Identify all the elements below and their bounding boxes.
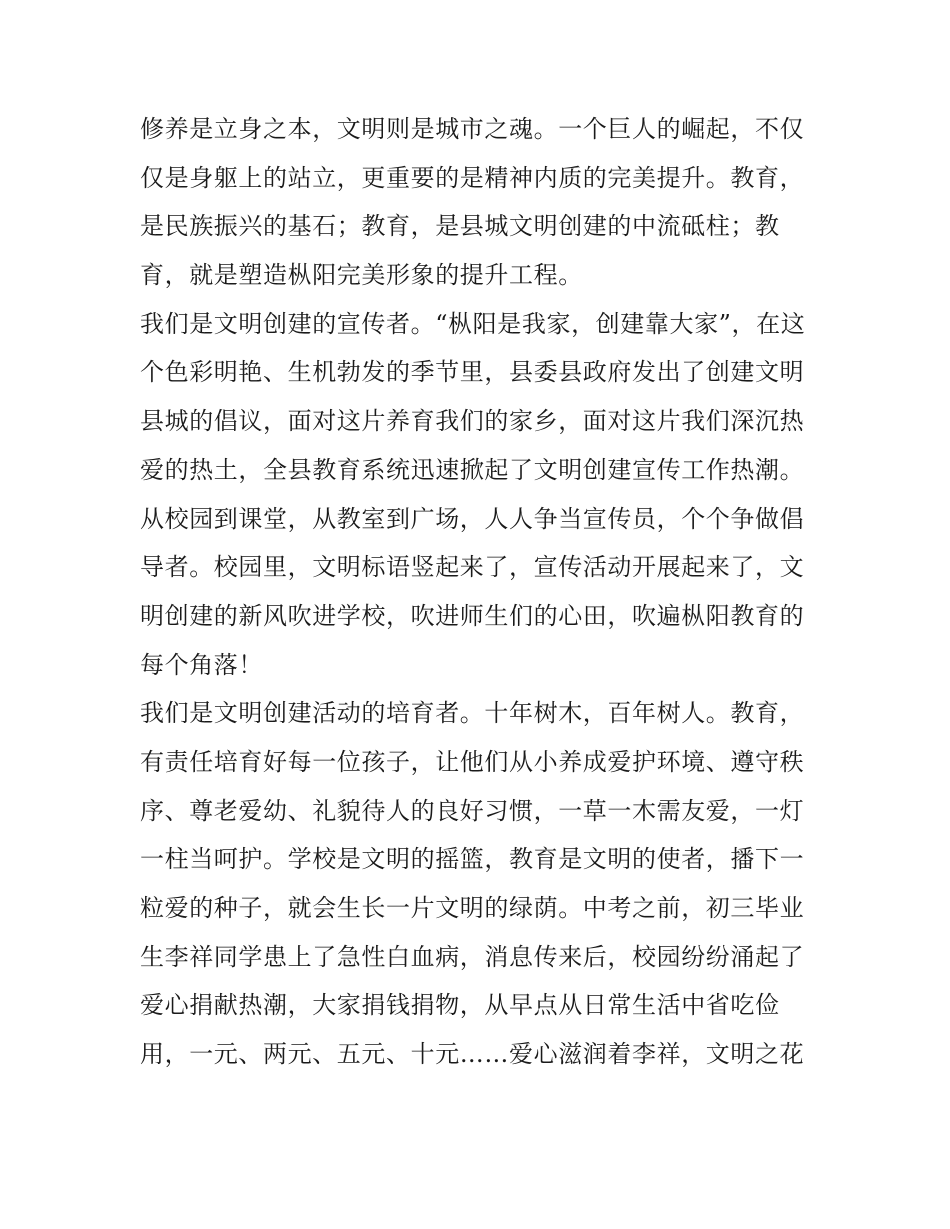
text-line: 从校园到课堂，从教室到广场，人人争当宣传员，个个争做倡 bbox=[140, 504, 805, 533]
text-line: 序、尊老爱幼、礼貌待人的良好习惯，一草一木需友爱，一灯 bbox=[140, 796, 805, 825]
text-line: 爱的热土，全县教育系统迅速掀起了文明创建宣传工作热潮。 bbox=[140, 455, 805, 484]
text-line: 明创建的新风吹进学校，吹进师生们的心田，吹遍枞阳教育的 bbox=[140, 601, 805, 630]
text-line: 我们是文明创建的宣传者。“枞阳是我家，创建靠大家”，在这 bbox=[140, 309, 806, 338]
text-line: 仅是身躯上的站立，更重要的是精神内质的完美提升。教育， bbox=[140, 163, 805, 192]
text-line: 生李祥同学患上了急性白血病，消息传来后，校园纷纷涌起了 bbox=[140, 942, 805, 971]
text-line: 粒爱的种子，就会生长一片文明的绿荫。中考之前，初三毕业 bbox=[140, 894, 805, 922]
text-line: 每个角落！ bbox=[140, 650, 263, 679]
text-line: 导者。校园里，文明标语竖起来了，宣传活动开展起来了，文 bbox=[140, 553, 805, 582]
text-line: 是民族振兴的基石；教育，是县城文明创建的中流砥柱；教 bbox=[140, 212, 780, 241]
text-line: 用，一元、两元、五元、十元……爱心滋润着李祥，文明之花 bbox=[140, 1040, 805, 1069]
text-line: 我们是文明创建活动的培育者。十年树木，百年树人。教育， bbox=[140, 699, 805, 728]
text-line: 爱心捐献热潮，大家捐钱捐物，从早点从日常生活中省吃俭 bbox=[140, 991, 780, 1020]
text-line: 有责任培育好每一位孩子，让他们从小养成爱护环境、遵守秩 bbox=[140, 747, 805, 776]
text-line: 修养是立身之本，文明则是城市之魂。一个巨人的崛起，不仅 bbox=[140, 115, 805, 143]
text-line: 一柱当呵护。学校是文明的摇篮，教育是文明的使者，播下一 bbox=[140, 845, 805, 874]
body-text bbox=[140, 105, 830, 1079]
text-line: 县城的倡议，面对这片养育我们的家乡，面对这片我们深沉热 bbox=[140, 407, 805, 436]
text-line: 育，就是塑造枞阳完美形象的提升工程。 bbox=[140, 261, 583, 290]
text-line: 个色彩明艳、生机勃发的季节里，县委县政府发出了创建文明 bbox=[140, 358, 805, 387]
